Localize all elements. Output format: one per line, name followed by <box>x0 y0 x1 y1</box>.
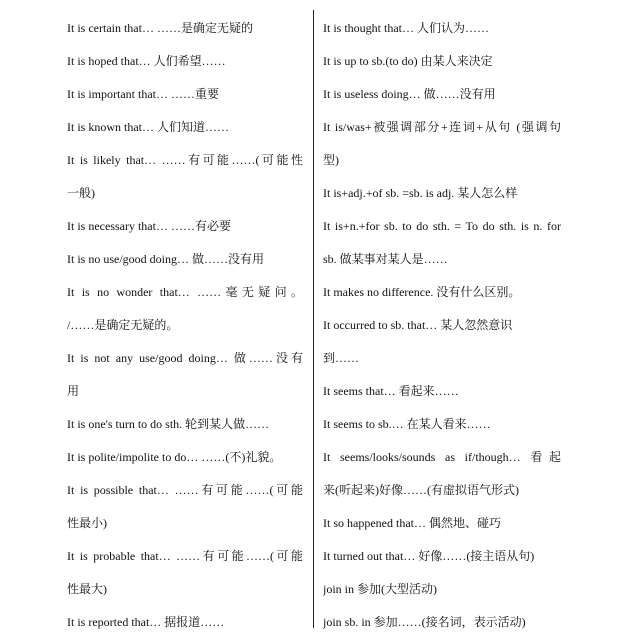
right-line: It seems/looks/sounds as if/though… 看起 <box>323 450 561 464</box>
right-line: sb. 做某事对某人是…… <box>323 252 448 266</box>
left-line: It is possible that… ……有可能……(可能 <box>67 483 303 497</box>
right-line: It is+n.+for sb. to do sth. = To do sth. is n. for <box>323 219 561 233</box>
right-line: It occurred to sb. that… 某人忽然意识 <box>323 318 513 332</box>
left-line: It is probable that… ……有可能……(可能 <box>67 549 303 563</box>
right-line: It seems to sb.… 在某人看来…… <box>323 417 491 431</box>
right-line: 到…… <box>323 351 360 365</box>
right-line: 型) <box>323 153 339 167</box>
left-column <box>67 12 303 639</box>
right-line: It so happened that… 偶然地、碰巧 <box>323 516 501 530</box>
right-line: It seems that… 看起来…… <box>323 384 459 398</box>
left-line: It is important that… ……重要 <box>67 87 219 101</box>
left-line: /……是确定无疑的。 <box>67 318 179 332</box>
left-line: It is necessary that… ……有必要 <box>67 219 231 233</box>
right-line: It is useless doing… 做……没有用 <box>323 87 496 101</box>
left-line: It is one's turn to do sth. 轮到某人做…… <box>67 417 270 431</box>
left-line: It is not any use/good doing… 做……没有 <box>67 351 303 365</box>
left-line: It is no use/good doing… 做……没有用 <box>67 252 264 266</box>
left-line: 性最小) <box>67 516 107 530</box>
left-line: It is reported that… 据报道…… <box>67 615 225 629</box>
left-line: 用 <box>67 384 80 398</box>
right-column <box>323 12 561 639</box>
right-line: join in 参加(大型活动) <box>323 582 437 596</box>
left-line: It is known that… 人们知道…… <box>67 120 229 134</box>
left-line: It is certain that… ……是确定无疑的 <box>67 21 253 35</box>
right-line: 来(听起来)好像……(有虚拟语气形式) <box>323 483 519 497</box>
right-line: It is/was+被强调部分+连词+从句 (强调句 <box>323 120 561 134</box>
right-line: It makes no difference. 没有什么区别。 <box>323 285 521 299</box>
right-line: It is+adj.+of sb. =sb. is adj. 某人怎么样 <box>323 186 518 200</box>
left-line: It is polite/impolite to do… ……(不)礼貌。 <box>67 450 282 464</box>
right-line: join sb. in 参加……(接名词，表示活动) <box>323 615 526 629</box>
left-line: 性最大) <box>67 582 107 596</box>
left-line: 一般) <box>67 186 95 200</box>
left-line: It is no wonder that… ……毫无疑问。 <box>67 285 303 299</box>
right-line: It is up to sb.(to do) 由某人来决定 <box>323 54 493 68</box>
right-line: It is thought that… 人们认为…… <box>323 21 489 35</box>
column-divider <box>313 10 314 628</box>
left-line: It is likely that… ……有可能……(可能性 <box>67 153 303 167</box>
left-line: It is hoped that… 人们希望…… <box>67 54 226 68</box>
right-line: It turned out that… 好像……(接主语从句) <box>323 549 535 563</box>
